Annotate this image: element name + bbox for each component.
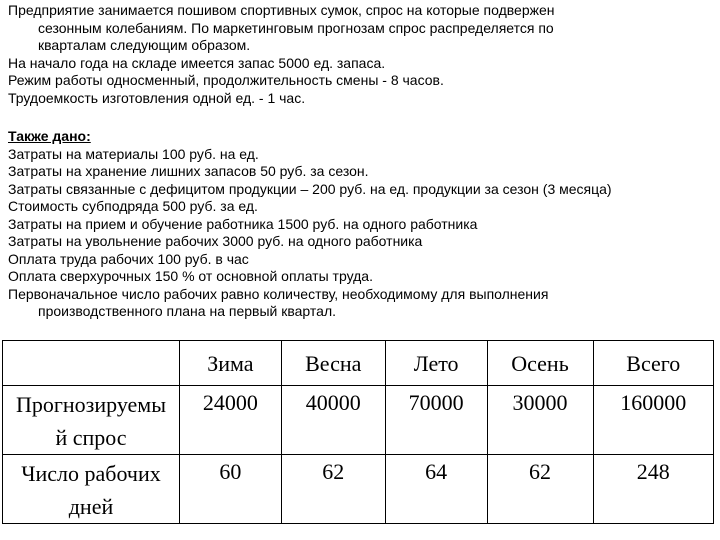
table-row	[3, 386, 714, 455]
stock-paragraph: На начало года на складе имеется запас 5000 ед. запаса.	[8, 54, 386, 71]
row-label-workdays	[3, 455, 180, 524]
given-item: Оплата сверхурочных 150 % от основной оплаты труда.	[8, 268, 373, 284]
given-item: Стоимость субподряда 500 руб. за ед.	[8, 198, 258, 214]
table-cell: 62	[281, 455, 385, 524]
table-cell: 60	[180, 455, 282, 524]
table-corner-cell	[3, 341, 180, 386]
table-cell: 160000	[593, 386, 713, 455]
table-header-row	[3, 341, 714, 386]
intro-line-1: Предприятие занимается пошивом спортивных сумок, спрос на которые подвержен	[8, 2, 555, 18]
shift-paragraph: Режим работы односменный, продолжительность смены - 8 часов.	[8, 72, 444, 88]
table-cell: 40000	[281, 386, 385, 455]
intro-paragraph	[4, 2, 716, 55]
labor-paragraph: Трудоемкость изготовления одной ед. - 1 час.	[8, 89, 306, 106]
given-item: Затраты на увольнение рабочих 3000 руб. на одного работника	[8, 233, 423, 249]
given-heading: Также дано:	[8, 128, 91, 144]
table-cell: 62	[487, 455, 593, 524]
header-autumn: Осень	[487, 341, 593, 386]
given-item: Затраты на прием и обучение работника 1500 руб. на одного работника	[8, 215, 478, 232]
table-cell: 248	[593, 455, 713, 524]
given-item: Затраты на хранение лишних запасов 50 руб. за сезон.	[8, 163, 369, 179]
table-cell: 64	[385, 455, 487, 524]
header-spring: Весна	[281, 341, 385, 386]
given-item: Затраты связанные с дефицитом продукции – 200 руб. на ед. продукции за сезон (3 месяца)	[8, 180, 612, 197]
given-item: Затраты на материалы 100 руб. на ед.	[8, 145, 259, 162]
row-label-demand	[3, 386, 180, 455]
header-summer: Лето	[385, 341, 487, 386]
table-row	[3, 455, 714, 524]
initial-workers-line-1: Первоначальное число рабочих равно количеству, необходимому для выполнения	[8, 285, 549, 302]
initial-workers-paragraph	[4, 286, 716, 321]
initial-workers-line-2: производственного плана на первый квартал.	[38, 303, 337, 319]
intro-block	[4, 2, 716, 107]
row-label-line-2: дней	[68, 494, 114, 519]
row-label-line-1: Прогнозируемы	[15, 392, 167, 417]
header-total: Всего	[593, 341, 713, 386]
row-label-line-1: Число рабочих	[21, 461, 161, 486]
table-cell: 30000	[487, 386, 593, 455]
table-cell: 24000	[180, 386, 282, 455]
table-cell: 70000	[385, 386, 487, 455]
row-label-line-2: й спрос	[55, 425, 127, 450]
given-item: Оплата труда рабочих 100 руб. в час	[8, 250, 249, 267]
forecast-table	[2, 340, 714, 524]
intro-line-2: сезонным колебаниям. По маркетинговым прогнозам спрос распределяется по	[38, 19, 554, 36]
given-block	[4, 128, 716, 321]
intro-line-3: кварталам следующим образом.	[38, 37, 251, 53]
header-winter: Зима	[180, 341, 282, 386]
